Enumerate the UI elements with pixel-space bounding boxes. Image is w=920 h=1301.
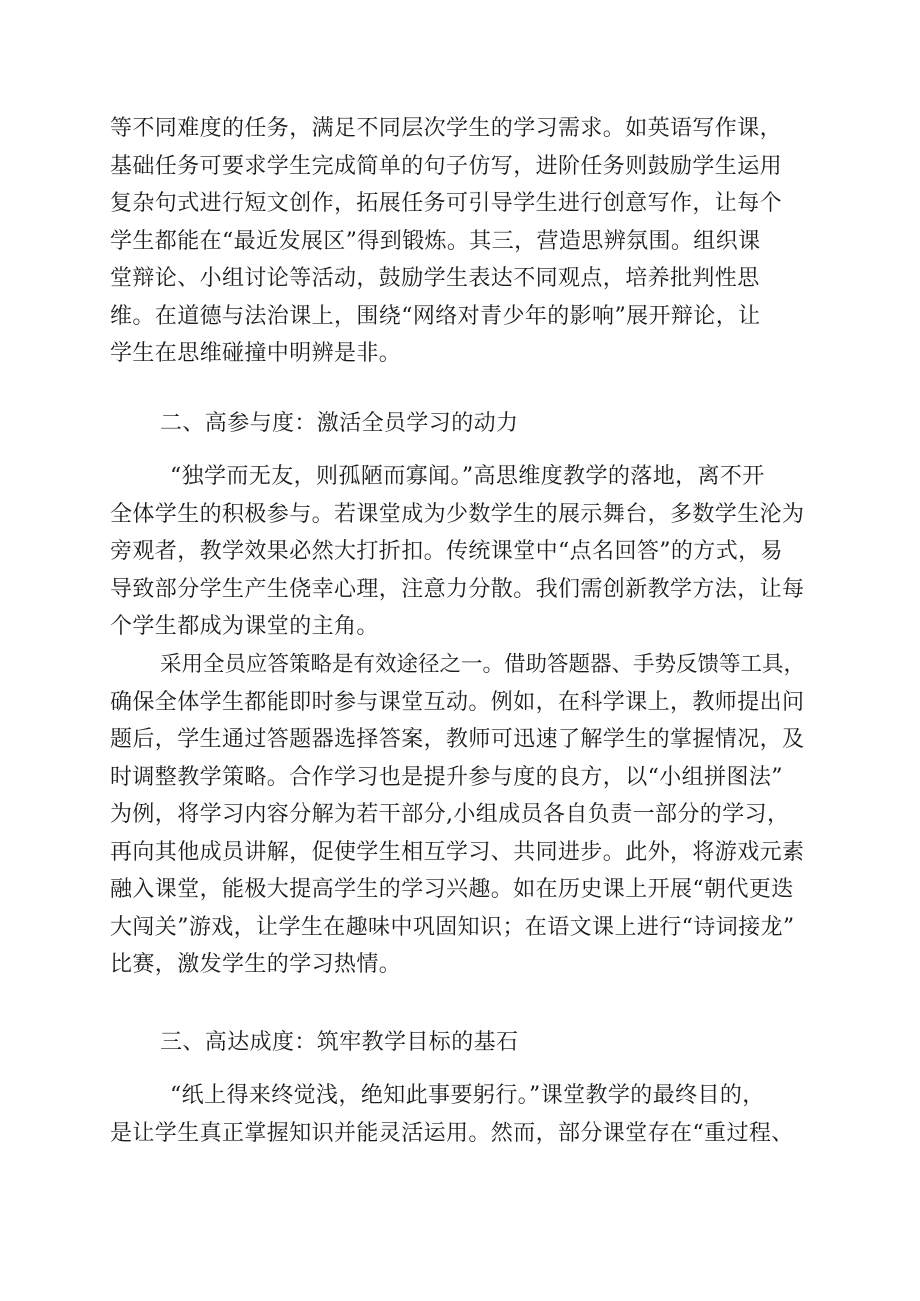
paragraph-line: 再向其他成员讲解，促使学生相互学习、共同进步。此外，将游戏元素 xyxy=(110,839,805,865)
paragraph-line: 学生都能在“最近发展区”得到锻炼。其三，营造思辨氛围。组织课 xyxy=(110,228,761,254)
paragraph-3 xyxy=(110,646,830,984)
paragraph-line: 是让学生真正掌握知识并能灵活运用。然而，部分课堂存在“重过程、 xyxy=(110,1120,794,1146)
paragraph-line: 学生在思维碰撞中明辨是非。 xyxy=(110,341,402,366)
paragraph-line: 采用全员应答策略是有效途径之一。借助答题器、手势反馈等工具， xyxy=(160,652,806,677)
paragraph-4 xyxy=(110,1077,830,1152)
paragraph-line: 基础任务可要求学生完成简单的句子仿写，进阶任务则鼓励学生运用 xyxy=(110,153,783,179)
paragraph-line: 复杂句式进行短文创作，拓展任务可引导学生进行创意写作，让每个 xyxy=(110,191,783,216)
paragraph-line: 确保全体学生都能即时参与课堂互动。例如，在科学课上，教师提出问 xyxy=(110,689,805,715)
paragraph-line: 维。在道德与法治课上，围绕“网络对青少年的影响”展开辩论，让 xyxy=(110,303,761,329)
paragraph-line: 时调整教学策略。合作学习也是提升参与度的良方，以“小组拼图法” xyxy=(110,764,783,790)
paragraph-line: “纸上得来终觉浅，绝知此事要躬行。”课堂教学的最终目的， xyxy=(170,1083,765,1108)
paragraph-line: 堂辩论、小组讨论等活动，鼓励学生表达不同观点，培养批判性思 xyxy=(110,266,760,291)
paragraph-line: 题后，学生通过答题器选择答案，教师可迅速了解学生的掌握情况，及 xyxy=(110,727,805,752)
paragraph-2 xyxy=(110,458,830,646)
paragraph-line: 导致部分学生产生侥幸心理，注意力分散。我们需创新教学方法，让每 xyxy=(110,576,805,602)
paragraph-line: 大闯关”游戏，让学生在趣味中巩固知识；在语文课上进行“诗词接龙” xyxy=(110,914,795,940)
paragraph-line: 个学生都成为课堂的主角。 xyxy=(110,614,379,639)
paragraph-1 xyxy=(110,110,830,373)
section-heading-3: 三、高达成度：筑牢教学目标的基石 xyxy=(160,1030,519,1055)
paragraph-line: 为例，将学习内容分解为若干部分,小组成员各自负责一部分的学习， xyxy=(110,802,790,827)
paragraph-line: “独学而无友，则孤陋而寡闻。”高思维度教学的落地，离不开 xyxy=(170,464,765,489)
paragraph-line: 等不同难度的任务，满足不同层次学生的学习需求。如英语写作课， xyxy=(110,116,783,141)
paragraph-line: 比赛，激发学生的学习热情。 xyxy=(110,952,402,977)
paragraph-line: 旁观者，教学效果必然大打折扣。传统课堂中“点名回答”的方式，易 xyxy=(110,539,783,564)
section-heading-2: 二、高参与度：激活全员学习的动力 xyxy=(160,411,519,436)
paragraph-line: 全体学生的积极参与。若课堂成为少数学生的展示舞台，多数学生沦为 xyxy=(110,501,805,527)
paragraph-line: 融入课堂，能极大提高学生的学习兴趣。如在历史课上开展“朝代更迭 xyxy=(110,877,794,902)
